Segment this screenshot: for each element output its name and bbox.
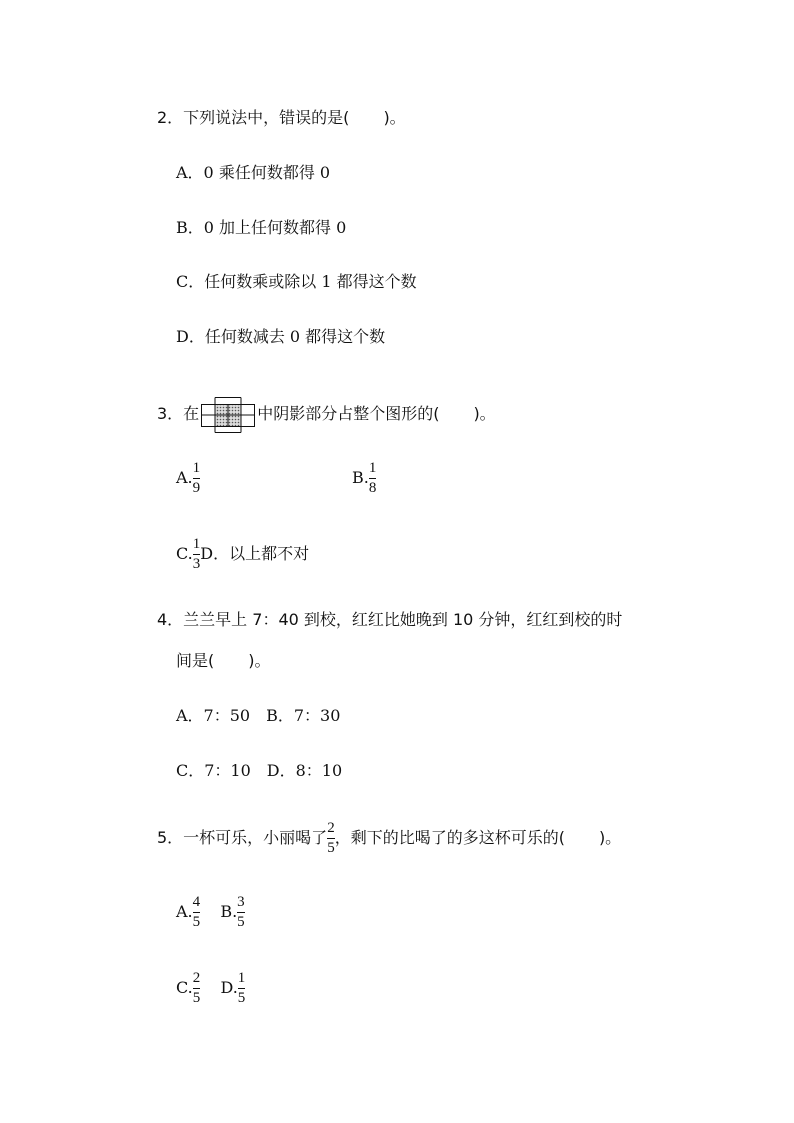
question-5-text-mid: ，剩下的比喝了的多这杯可乐的( <box>334 828 565 847</box>
question-4-options-ab[interactable]: A．7：50 B．7：30 <box>176 706 341 725</box>
question-4-text: 间是( <box>176 651 215 670</box>
question-2-option-b[interactable]: B．0 加上任何数都得 0 <box>176 218 347 237</box>
option-label: C. <box>176 544 193 563</box>
fraction-denominator: 5 <box>192 990 201 1006</box>
question-5-options-ab[interactable] <box>176 890 245 934</box>
question-2-end: )。 <box>383 108 406 127</box>
question-3-end: )。 <box>473 404 496 423</box>
fraction-denominator: 3 <box>192 556 201 572</box>
question-2-stem <box>157 108 406 128</box>
question-3-option-b[interactable] <box>352 456 376 500</box>
fraction <box>193 460 201 497</box>
question-4-end: )。 <box>248 651 271 670</box>
question-4-line-1: 4．兰兰早上 7：40 到校，红红比她晚到 10 分钟，红红到校的时 <box>157 610 623 629</box>
question-4-options-cd[interactable]: C．7：10 D．8：10 <box>176 761 343 780</box>
fraction-denominator: 5 <box>327 840 335 856</box>
question-2-option-c[interactable]: C．任何数乘或除以 1 都得这个数 <box>176 272 417 291</box>
question-3-option-c-d[interactable] <box>176 532 309 576</box>
fraction <box>369 460 377 497</box>
fraction-numerator: 1 <box>237 970 246 986</box>
question-3-text-start: 3．在 <box>157 404 200 423</box>
fraction-denominator: 5 <box>237 990 246 1006</box>
fraction-denominator: 5 <box>192 914 201 930</box>
option-label: B. <box>220 902 238 921</box>
fraction-numerator: 2 <box>327 820 335 836</box>
shaded-grid-figure <box>201 397 255 433</box>
question-3-text-mid: 中阴影部分占整个图形的( <box>257 404 440 423</box>
fraction <box>193 970 201 1007</box>
option-label: A. <box>176 902 193 921</box>
question-5-options-cd[interactable] <box>176 966 245 1010</box>
question-5-stem <box>157 816 621 860</box>
option-label: B. <box>352 468 369 487</box>
fraction-numerator: 1 <box>192 536 201 552</box>
fraction <box>193 894 201 931</box>
fraction <box>327 820 335 857</box>
fraction-numerator: 4 <box>192 894 201 910</box>
fraction-denominator: 5 <box>237 914 245 930</box>
fraction-denominator: 8 <box>368 480 377 496</box>
question-5-text-start: 5．一杯可乐，小丽喝了 <box>157 828 328 847</box>
fraction-numerator: 1 <box>192 460 201 476</box>
question-3-option-a[interactable] <box>176 456 200 500</box>
fraction <box>237 894 245 931</box>
question-3-option-d[interactable]: D．以上都不对 <box>200 544 310 563</box>
option-label: C. <box>176 978 193 997</box>
grid-figure-svg <box>201 397 255 433</box>
fraction-numerator: 3 <box>237 894 245 910</box>
fraction <box>238 970 246 1007</box>
question-2-option-d[interactable]: D．任何数减去 0 都得这个数 <box>176 327 386 346</box>
option-label: D. <box>220 978 238 997</box>
question-2-option-a[interactable]: A．0 乘任何数都得 0 <box>176 163 331 182</box>
fraction-numerator: 1 <box>368 460 377 476</box>
fraction-denominator: 9 <box>192 480 201 496</box>
question-2-text: 2．下列说法中，错误的是( <box>157 108 350 127</box>
question-5-end: )。 <box>598 828 622 847</box>
question-3-stem <box>157 396 496 433</box>
fraction-numerator: 2 <box>192 970 201 986</box>
question-4-line-2 <box>176 651 271 671</box>
option-label: A. <box>176 468 193 487</box>
